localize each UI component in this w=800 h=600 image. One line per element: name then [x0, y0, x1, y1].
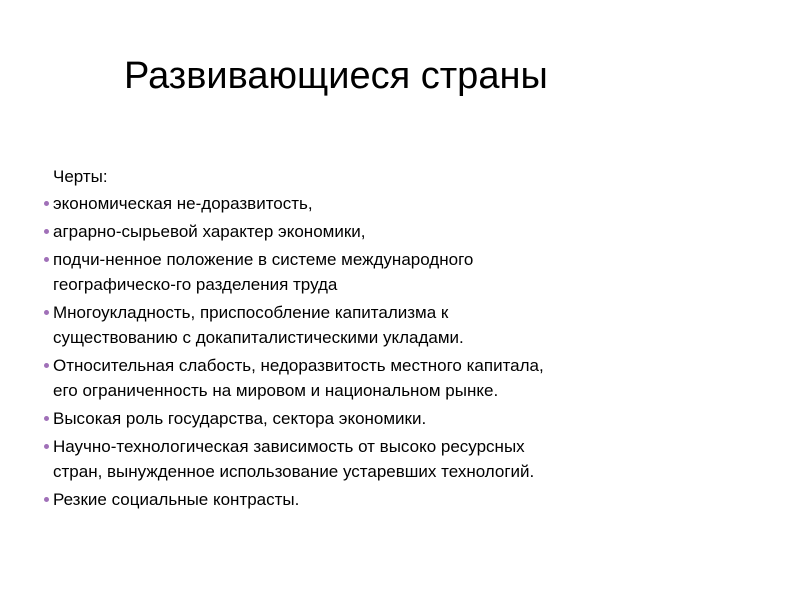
list-item — [44, 406, 744, 431]
list-item-text-continued: географическо-го разделения труда — [53, 275, 338, 294]
list-item-text-continued: стран, вынужденное использование устаревших технологий. — [53, 462, 535, 481]
list-item — [44, 487, 744, 512]
list-item — [44, 219, 744, 244]
bullet-dot-icon — [44, 497, 49, 502]
bullet-dot-icon — [44, 416, 49, 421]
bullet-dot-icon — [44, 201, 49, 206]
list-item-text: Высокая роль государства, сектора экономики. — [53, 409, 427, 428]
list-item-text-continued: его ограниченность на мировом и национальном рынке. — [53, 381, 499, 400]
list-item — [44, 300, 744, 350]
list-item — [44, 353, 744, 403]
list-item — [44, 191, 744, 216]
list-intro: Черты: — [53, 167, 108, 186]
bullet-dot-icon — [44, 229, 49, 234]
list-item-text: аграрно-сырьевой характер экономики, — [53, 222, 366, 241]
list-item-text: Резкие социальные контрасты. — [53, 490, 300, 509]
list-item-text: Научно-технологическая зависимость от высоко ресурсных — [53, 437, 525, 456]
list-item-text-continued: существованию с докапиталистическими укладами. — [53, 328, 464, 347]
bullet-dot-icon — [44, 444, 49, 449]
list-item — [44, 247, 744, 297]
bullet-dot-icon — [44, 363, 49, 368]
bullet-list — [44, 164, 744, 515]
bullet-dot-icon — [44, 310, 49, 315]
list-item-text: Многоукладность, приспособление капитализма к — [53, 303, 449, 322]
list-item — [44, 434, 744, 484]
slide-title: Развивающиеся страны — [124, 55, 548, 97]
list-item-text: подчи-ненное положение в системе международного — [53, 250, 474, 269]
bullet-dot-icon — [44, 257, 49, 262]
list-item-text: Относительная слабость, недоразвитость местного капитала, — [53, 356, 544, 375]
list-item-text: экономическая не-доразвитость, — [53, 194, 313, 213]
